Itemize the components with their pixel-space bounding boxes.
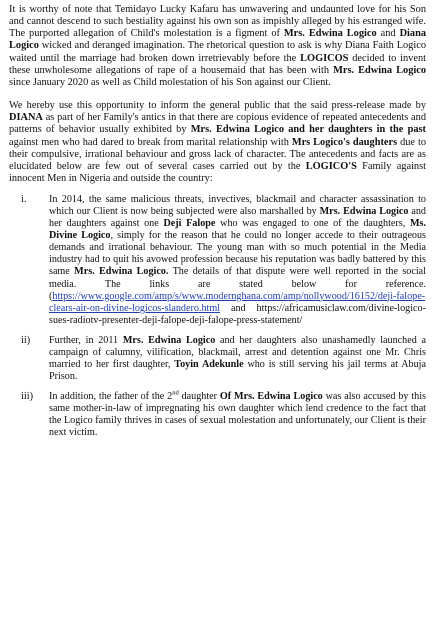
list-item <box>9 194 426 327</box>
paragraph-public-notice <box>9 100 426 185</box>
list-item-text <box>49 194 426 327</box>
body-text: who is still serving his jail terms at Abuja Prison. <box>49 358 426 382</box>
list-item-text <box>49 335 426 383</box>
bold-text: LOGICO'S <box>305 160 357 172</box>
body-text: as part of her Family's antics in that there are copious evidence of repeated antecedents and patterns of behavior usually exhibited by <box>9 112 426 136</box>
bold-text: Toyin Adekunle <box>174 358 244 370</box>
bold-text: DIANA <box>9 112 43 124</box>
body-text: It is worthy of note that Temidayo Lucky Kafaru has unwavering and undaunted love for his Son and cannot descend to such bestiality against his own son as impishly alleged by his estranged wife. The purported allegation of Child's molestation is a figment of <box>9 4 426 40</box>
list-item <box>9 391 426 439</box>
bold-text: LOGICOS <box>300 52 349 64</box>
bold-text: Mrs. Edwina Logico <box>319 206 409 218</box>
body-text: decided to invent these unwholesome allegations of rape of a housemaid that has been with <box>9 52 426 76</box>
body-text: and <box>376 28 400 40</box>
list-item-text <box>49 391 426 439</box>
body-text: and her daughters also unashamedly launched a campaign of calumny, vilification, blackmail, arrest and detention against one Mr. Chris married to her first daughter, <box>49 334 426 370</box>
bold-text: Mrs. Edwina Logico. <box>74 266 169 278</box>
body-text: We hereby use this opportunity to inform the general public that the said press-release made by <box>9 100 426 112</box>
bold-text: Ms. Divine Logico <box>49 218 426 242</box>
bold-text: Mrs. Edwina Logico <box>333 64 427 76</box>
body-text: Family against innocent Men in Nigeria and outside the country: <box>9 160 427 185</box>
body-text: daughter <box>178 390 220 402</box>
bold-text: Mrs. Edwina Logico and her daughters in the past <box>190 124 426 136</box>
list-item-number: i. <box>21 194 27 206</box>
list-item <box>9 335 426 383</box>
bold-text: Mrs Logico's daughters <box>291 136 398 148</box>
body-text: wicked and deranged imagination. The rhetorical question to ask is why Diana Faith Logico waited until the marriage had broken down irretrievably before the <box>9 40 426 64</box>
body-text: The details of that dispute were well reported in the social media. The links are stated below for reference. ( <box>49 266 426 302</box>
body-text: , simply for the reason that he could no longer accede to their outrageous demands and irrational behaviour. The young man with so much potential in the Media industry had to quit his avowed profession because his reputation was badly battered by this same <box>49 230 426 278</box>
paragraph-kafaru-defense <box>9 4 426 89</box>
cases-list <box>9 194 426 439</box>
body-text: due to their compulsive, irrational behaviour and gross lack of character. The antecedents and facts are as elucidated below are few out of several cases carried out by the <box>9 136 426 172</box>
body-text: who was engaged to one of the daughters, <box>215 218 410 230</box>
body-text: was also accused by this same mother-in-law of impregnating his own daughter which lend credence to the fact that the Logico family thrives in cases of sexual molestation and unfortunately, our Client is their next victim. <box>49 390 426 439</box>
list-item-number: iii) <box>21 390 34 402</box>
body-text: In addition, the father of the 2 <box>49 390 173 402</box>
list-item-number: ii) <box>21 334 31 346</box>
bold-text: Mrs. Edwina Logico <box>122 334 216 346</box>
bold-text: Of Mrs. Edwina Logico <box>219 390 323 402</box>
bold-text: Mrs. Edwina Logico <box>283 28 377 40</box>
bold-text: Deji Falope <box>163 218 216 230</box>
body-text: and https://africamusiclaw.com/divine-logico-sues-radiotv-presenter-deji-falope-deji-falope-press-statement/ <box>49 302 426 326</box>
ordinal-superscript: nd <box>172 389 179 397</box>
body-text: since January 2020 as well as Child molestation of his Son against our Client. <box>9 76 331 88</box>
bold-text: Diana Logico <box>9 28 427 52</box>
paragraph-gap <box>9 89 426 100</box>
body-text: and her daughters against one <box>49 206 426 230</box>
body-text: against men who had dared to break from marital relationship with <box>9 136 292 148</box>
body-text: In 2014, the same malicious threats, invectives, blackmail and character assassination to which our Client is now being subjected were also marshalled by <box>49 194 426 218</box>
body-text: Further, in 2011 <box>49 334 123 346</box>
reference-link[interactable]: https://www.google.com/amp/s/www.modernghana.com/amp/nollywood/16152/deji-falope-clears-air-on-divine-logicos-slandero.html <box>49 290 426 314</box>
